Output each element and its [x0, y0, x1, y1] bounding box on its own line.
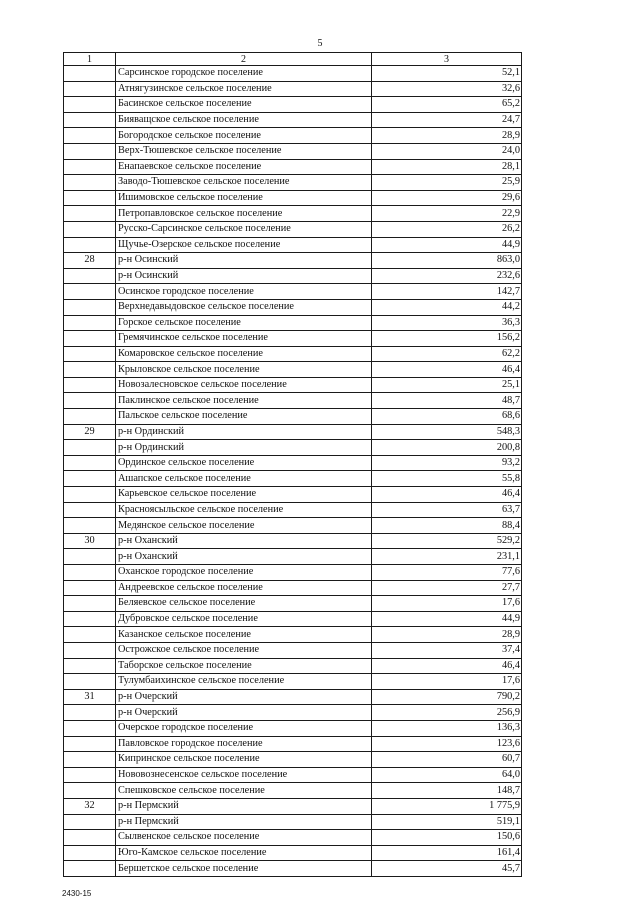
amount-cell: 27,7 [372, 580, 522, 596]
municipality-name-cell: Очерское городское поселение [116, 720, 372, 736]
row-number-cell [64, 845, 116, 861]
municipality-name-cell: Беляевское сельское поселение [116, 596, 372, 612]
row-number-cell [64, 487, 116, 503]
municipality-name-cell: р-н Осинский [116, 268, 372, 284]
table-row [64, 861, 522, 877]
municipality-name-cell: Горское сельское поселение [116, 315, 372, 331]
amount-cell: 88,4 [372, 518, 522, 534]
table-row [64, 814, 522, 830]
table-row [64, 674, 522, 690]
amount-cell: 232,6 [372, 268, 522, 284]
row-number-cell [64, 346, 116, 362]
row-number-cell [64, 471, 116, 487]
budget-table [63, 52, 522, 877]
table-row [64, 455, 522, 471]
table-row [64, 580, 522, 596]
amount-cell: 1 775,9 [372, 798, 522, 814]
table-row [64, 518, 522, 534]
municipality-name-cell: Богородское сельское поселение [116, 128, 372, 144]
row-number-cell: 31 [64, 689, 116, 705]
table-row [64, 720, 522, 736]
row-number-cell [64, 409, 116, 425]
amount-cell: 36,3 [372, 315, 522, 331]
row-number-cell [64, 830, 116, 846]
municipality-name-cell: Оханское городское поселение [116, 565, 372, 581]
row-number-cell [64, 206, 116, 222]
row-number-cell: 28 [64, 253, 116, 269]
column-header-value: 3 [372, 53, 522, 66]
row-number-cell [64, 720, 116, 736]
row-number-cell [64, 268, 116, 284]
amount-cell: 46,4 [372, 658, 522, 674]
table-row [64, 705, 522, 721]
row-number-cell [64, 393, 116, 409]
column-header-name: 2 [116, 53, 372, 66]
municipality-name-cell: Спешковское сельское поселение [116, 783, 372, 799]
table-row [64, 409, 522, 425]
column-header-number: 1 [64, 53, 116, 66]
row-number-cell [64, 81, 116, 97]
table-row [64, 767, 522, 783]
municipality-name-cell: Юго-Камское сельское поселение [116, 845, 372, 861]
table-row [64, 315, 522, 331]
municipality-name-cell: Гремячинское сельское поселение [116, 331, 372, 347]
table-row [64, 845, 522, 861]
table-row [64, 440, 522, 456]
amount-cell: 519,1 [372, 814, 522, 830]
row-number-cell [64, 674, 116, 690]
table-row [64, 237, 522, 253]
row-number-cell [64, 455, 116, 471]
municipality-name-cell: Кипринское сельское поселение [116, 752, 372, 768]
row-number-cell [64, 783, 116, 799]
table-row [64, 752, 522, 768]
amount-cell: 64,0 [372, 767, 522, 783]
amount-cell: 44,9 [372, 237, 522, 253]
amount-cell: 65,2 [372, 97, 522, 113]
amount-cell: 790,2 [372, 689, 522, 705]
row-number-cell [64, 440, 116, 456]
row-number-cell [64, 112, 116, 128]
row-number-cell [64, 97, 116, 113]
row-number-cell [64, 315, 116, 331]
table-row [64, 565, 522, 581]
table-row [64, 502, 522, 518]
row-number-cell [64, 861, 116, 877]
amount-cell: 231,1 [372, 549, 522, 565]
municipality-name-cell: р-н Очерский [116, 705, 372, 721]
table-row [64, 783, 522, 799]
table-row [64, 81, 522, 97]
amount-cell: 548,3 [372, 424, 522, 440]
municipality-name-cell: Пальское сельское поселение [116, 409, 372, 425]
row-number-cell [64, 518, 116, 534]
municipality-name-cell: Енапаевское сельское поселение [116, 159, 372, 175]
amount-cell: 46,4 [372, 362, 522, 378]
row-number-cell [64, 752, 116, 768]
amount-cell: 55,8 [372, 471, 522, 487]
amount-cell: 17,6 [372, 596, 522, 612]
row-number-cell: 29 [64, 424, 116, 440]
amount-cell: 150,6 [372, 830, 522, 846]
amount-cell: 136,3 [372, 720, 522, 736]
table-row [64, 175, 522, 191]
table-row [64, 393, 522, 409]
row-number-cell [64, 66, 116, 82]
amount-cell: 24,0 [372, 143, 522, 159]
amount-cell: 62,2 [372, 346, 522, 362]
row-number-cell [64, 705, 116, 721]
row-number-cell [64, 331, 116, 347]
municipality-name-cell: Дубровское сельское поселение [116, 611, 372, 627]
amount-cell: 24,7 [372, 112, 522, 128]
municipality-name-cell: Заводо-Тюшевское сельское поселение [116, 175, 372, 191]
row-number-cell [64, 767, 116, 783]
municipality-name-cell: Ординское сельское поселение [116, 455, 372, 471]
amount-cell: 32,6 [372, 81, 522, 97]
row-number-cell [64, 175, 116, 191]
amount-cell: 46,4 [372, 487, 522, 503]
table-row [64, 253, 522, 269]
amount-cell: 161,4 [372, 845, 522, 861]
amount-cell: 28,1 [372, 159, 522, 175]
table-row [64, 206, 522, 222]
amount-cell: 28,9 [372, 627, 522, 643]
table-row [64, 346, 522, 362]
amount-cell: 25,9 [372, 175, 522, 191]
row-number-cell [64, 159, 116, 175]
row-number-cell [64, 128, 116, 144]
municipality-name-cell: Новозалесновское сельское поселение [116, 377, 372, 393]
municipality-name-cell: Тулумбаихинское сельское поселение [116, 674, 372, 690]
row-number-cell [64, 736, 116, 752]
municipality-name-cell: Казанское сельское поселение [116, 627, 372, 643]
table-row [64, 221, 522, 237]
table-row [64, 689, 522, 705]
amount-cell: 93,2 [372, 455, 522, 471]
amount-cell: 44,9 [372, 611, 522, 627]
table-row [64, 596, 522, 612]
row-number-cell [64, 377, 116, 393]
table-row [64, 549, 522, 565]
municipality-name-cell: р-н Ординский [116, 440, 372, 456]
table-row [64, 736, 522, 752]
row-number-cell: 32 [64, 798, 116, 814]
municipality-name-cell: р-н Осинский [116, 253, 372, 269]
table-row [64, 97, 522, 113]
municipality-name-cell: р-н Пермский [116, 814, 372, 830]
municipality-name-cell: Верхнедавыдовское сельское поселение [116, 299, 372, 315]
table-row [64, 299, 522, 315]
table-row [64, 128, 522, 144]
municipality-name-cell: Верх-Тюшевское сельское поселение [116, 143, 372, 159]
municipality-name-cell: Комаровское сельское поселение [116, 346, 372, 362]
row-number-cell [64, 565, 116, 581]
amount-cell: 148,7 [372, 783, 522, 799]
municipality-name-cell: Щучье-Озерское сельское поселение [116, 237, 372, 253]
municipality-name-cell: Бершетское сельское поселение [116, 861, 372, 877]
amount-cell: 156,2 [372, 331, 522, 347]
municipality-name-cell: Басинское сельское поселение [116, 97, 372, 113]
row-number-cell [64, 814, 116, 830]
table-row [64, 377, 522, 393]
table-row [64, 268, 522, 284]
table-row [64, 798, 522, 814]
municipality-name-cell: Медянское сельское поселение [116, 518, 372, 534]
table-row [64, 331, 522, 347]
table-header-row [64, 53, 522, 66]
municipality-name-cell: Бияващское сельское поселение [116, 112, 372, 128]
municipality-name-cell: р-н Пермский [116, 798, 372, 814]
row-number-cell [64, 299, 116, 315]
amount-cell: 123,6 [372, 736, 522, 752]
amount-cell: 52,1 [372, 66, 522, 82]
amount-cell: 60,7 [372, 752, 522, 768]
municipality-name-cell: Нововознесенское сельское поселение [116, 767, 372, 783]
municipality-name-cell: р-н Оханский [116, 549, 372, 565]
amount-cell: 37,4 [372, 642, 522, 658]
row-number-cell [64, 284, 116, 300]
table-body [64, 53, 522, 877]
row-number-cell [64, 596, 116, 612]
municipality-name-cell: Острожское сельское поселение [116, 642, 372, 658]
table-row [64, 190, 522, 206]
municipality-name-cell: Русско-Сарсинское сельское поселение [116, 221, 372, 237]
municipality-name-cell: р-н Очерский [116, 689, 372, 705]
amount-cell: 142,7 [372, 284, 522, 300]
municipality-name-cell: р-н Оханский [116, 533, 372, 549]
municipality-name-cell: Петропавловское сельское поселение [116, 206, 372, 222]
table-row [64, 611, 522, 627]
row-number-cell: 30 [64, 533, 116, 549]
municipality-name-cell: Таборское сельское поселение [116, 658, 372, 674]
amount-cell: 256,9 [372, 705, 522, 721]
amount-cell: 77,6 [372, 565, 522, 581]
amount-cell: 22,9 [372, 206, 522, 222]
row-number-cell [64, 642, 116, 658]
table-row [64, 487, 522, 503]
municipality-name-cell: Сарсинское городское поселение [116, 66, 372, 82]
row-number-cell [64, 362, 116, 378]
table-row [64, 112, 522, 128]
table-row [64, 284, 522, 300]
row-number-cell [64, 190, 116, 206]
municipality-name-cell: Паклинское сельское поселение [116, 393, 372, 409]
row-number-cell [64, 658, 116, 674]
amount-cell: 529,2 [372, 533, 522, 549]
table-row [64, 830, 522, 846]
table-row [64, 471, 522, 487]
amount-cell: 28,9 [372, 128, 522, 144]
municipality-name-cell: Карьевское сельское поселение [116, 487, 372, 503]
municipality-name-cell: р-н Ординский [116, 424, 372, 440]
amount-cell: 17,6 [372, 674, 522, 690]
document-code: 2430-15 [62, 889, 92, 898]
municipality-name-cell: Атнягузинское сельское поселение [116, 81, 372, 97]
row-number-cell [64, 580, 116, 596]
table-row [64, 159, 522, 175]
page-number: 5 [317, 38, 323, 49]
table-row [64, 424, 522, 440]
amount-cell: 44,2 [372, 299, 522, 315]
row-number-cell [64, 502, 116, 518]
municipality-name-cell: Ишимовское сельское поселение [116, 190, 372, 206]
amount-cell: 29,6 [372, 190, 522, 206]
row-number-cell [64, 611, 116, 627]
table-row [64, 143, 522, 159]
table-row [64, 533, 522, 549]
municipality-name-cell: Ашапское сельское поселение [116, 471, 372, 487]
amount-cell: 26,2 [372, 221, 522, 237]
amount-cell: 63,7 [372, 502, 522, 518]
row-number-cell [64, 627, 116, 643]
municipality-name-cell: Андреевское сельское поселение [116, 580, 372, 596]
amount-cell: 25,1 [372, 377, 522, 393]
municipality-name-cell: Сылвенское сельское поселение [116, 830, 372, 846]
table-row [64, 658, 522, 674]
amount-cell: 45,7 [372, 861, 522, 877]
amount-cell: 68,6 [372, 409, 522, 425]
table-row [64, 642, 522, 658]
amount-cell: 863,0 [372, 253, 522, 269]
row-number-cell [64, 549, 116, 565]
row-number-cell [64, 221, 116, 237]
municipality-name-cell: Павловское городское поселение [116, 736, 372, 752]
table-row [64, 66, 522, 82]
amount-cell: 200,8 [372, 440, 522, 456]
municipality-name-cell: Крыловское сельское поселение [116, 362, 372, 378]
municipality-name-cell: Осинское городское поселение [116, 284, 372, 300]
municipality-name-cell: Красноясыльское сельское поселение [116, 502, 372, 518]
table-row [64, 627, 522, 643]
row-number-cell [64, 237, 116, 253]
amount-cell: 48,7 [372, 393, 522, 409]
row-number-cell [64, 143, 116, 159]
table-row [64, 362, 522, 378]
